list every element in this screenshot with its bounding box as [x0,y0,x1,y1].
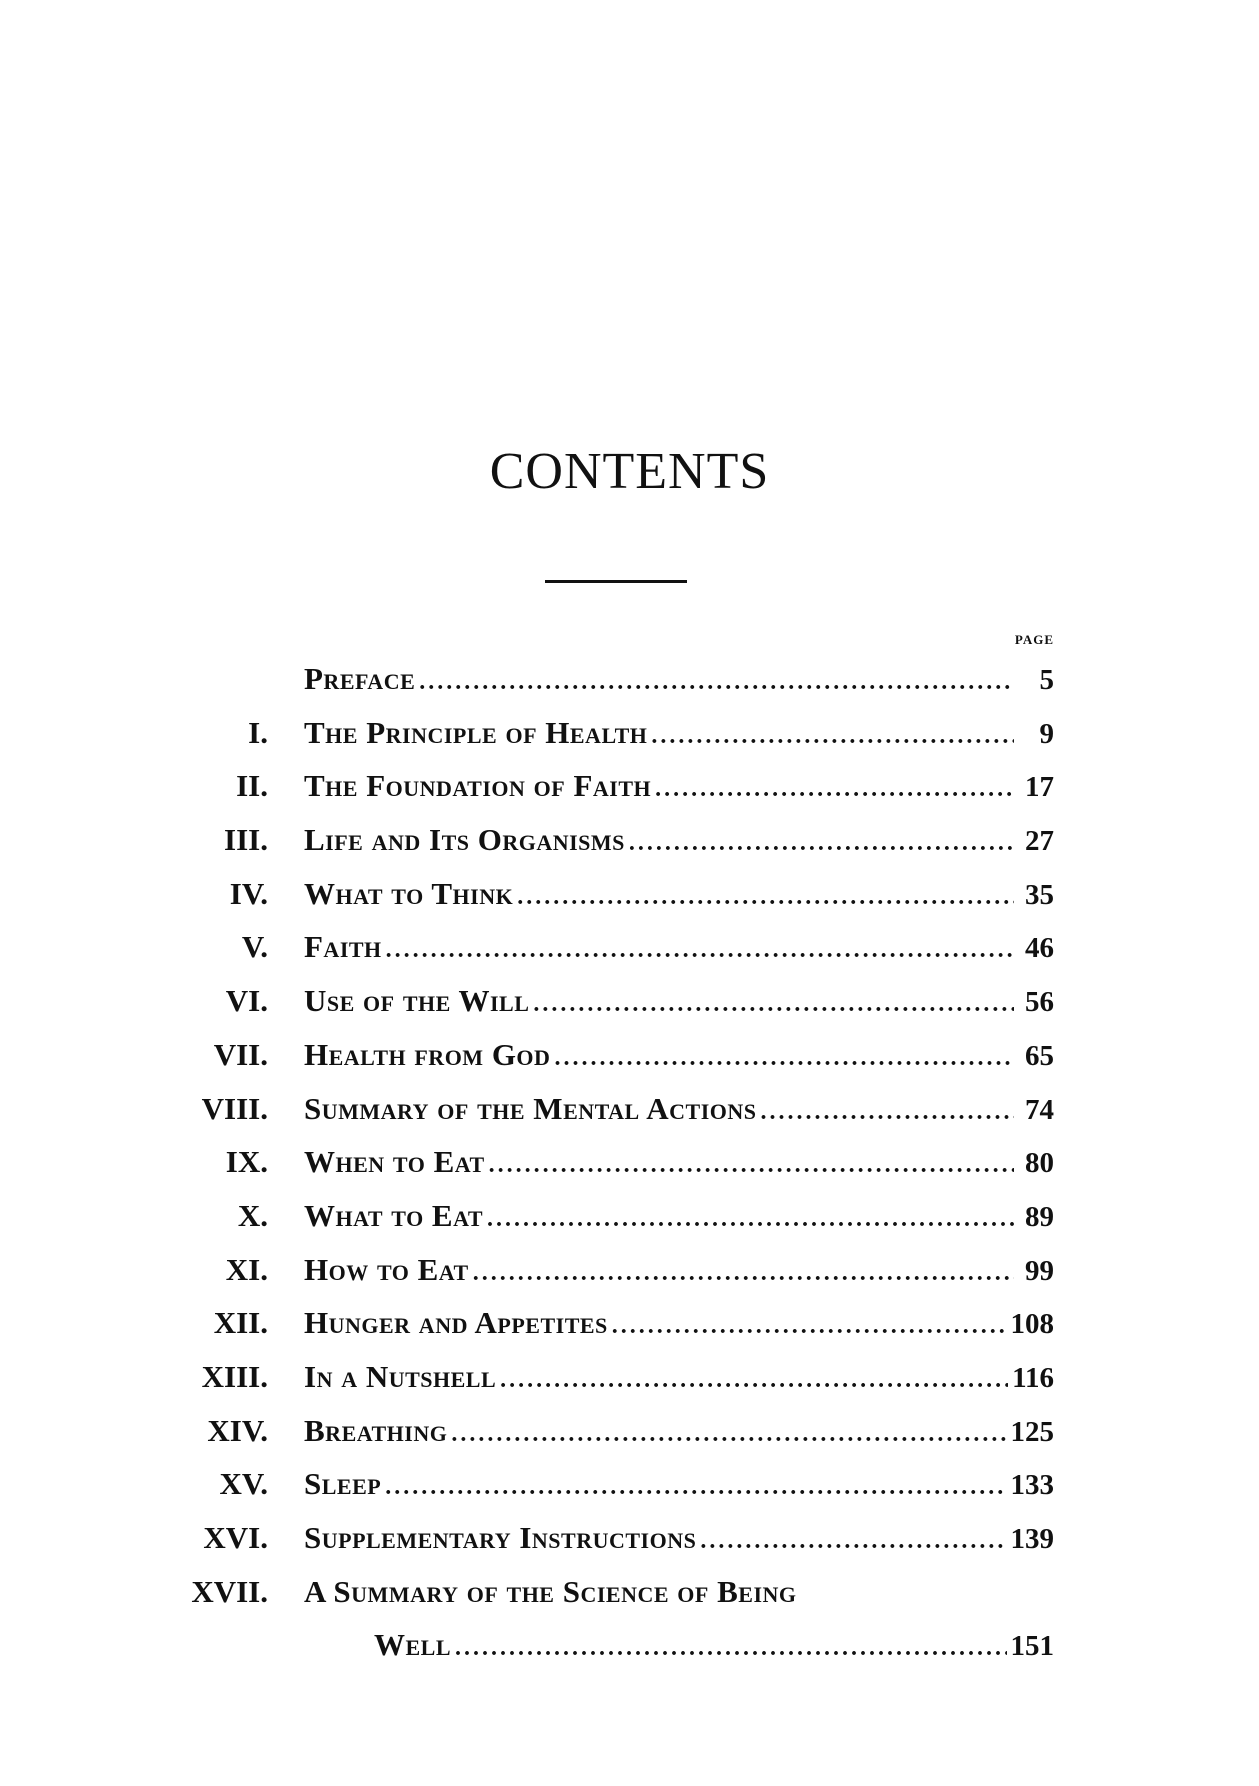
chapter-number: XIII. [201,1358,268,1394]
toc-entry-preface [170,652,1054,706]
dot-leader [419,656,1014,710]
toc-entry-chapter-11 [170,1243,1054,1297]
toc-entry-chapter-17 [170,1565,1054,1619]
dot-leader [500,1354,1008,1408]
toc-entry-chapter-13 [170,1350,1054,1404]
page-number: 116 [1012,1361,1054,1394]
chapter-title: Life and Its Organisms [304,822,625,858]
page-number: 17 [1025,771,1054,804]
chapter-title: The Principle of Health [304,714,648,750]
title-rule [545,580,687,583]
toc-entry-chapter-4 [170,867,1054,921]
chapter-title: Well [374,1627,452,1663]
dot-leader [651,710,1014,764]
dot-leader [386,924,1014,978]
chapter-number: XII. [213,1305,268,1341]
page-number: 125 [1010,1415,1054,1448]
page-number: 89 [1025,1200,1054,1233]
page-number: 9 [1039,717,1054,750]
chapter-title: Use of the Will [304,983,530,1019]
chapter-number: IX. [225,1144,268,1180]
dot-leader [612,1300,1007,1354]
page-number: 139 [1010,1523,1054,1555]
toc-entry-chapter-8 [170,1082,1054,1136]
chapter-title: Health from God [304,1036,551,1072]
chapter-title: What to Eat [304,1197,484,1233]
chapter-number: II. [236,768,268,804]
chapter-number: XIV. [207,1412,268,1448]
chapter-number: III. [224,822,268,858]
chapter-number: VI. [225,983,268,1019]
dot-leader [700,1515,1006,1569]
page-number: 133 [1010,1469,1054,1502]
chapter-number: V. [241,929,268,965]
chapter-number: XVI. [203,1520,268,1555]
chapter-title: Supplementary Instructions [304,1520,697,1555]
chapter-title: A Summary of the Science of Being [304,1573,797,1609]
chapter-title: Summary of the Mental Actions [304,1090,757,1126]
dot-leader [455,1622,1006,1676]
page-number: 151 [1010,1630,1054,1663]
page-number: 46 [1025,932,1054,965]
page-number: 56 [1025,986,1054,1019]
dot-leader [517,871,1014,925]
chapter-title: The Foundation of Faith [304,768,652,804]
chapter-title: Breathing [304,1412,448,1448]
chapter-number: VII. [213,1036,268,1072]
page-title: CONTENTS [489,443,770,500]
dot-leader [533,978,1014,1032]
toc-entry-chapter-6 [170,974,1054,1028]
page-number: 80 [1025,1147,1054,1180]
chapter-title: Faith [304,929,382,965]
page-number: 5 [1039,664,1054,696]
chapter-title: In a Nutshell [304,1358,497,1394]
toc-entry-chapter-3 [170,813,1054,867]
page-number: 65 [1025,1039,1054,1072]
dot-leader [385,1461,1006,1515]
dot-leader [655,763,1014,817]
chapter-title: Sleep [304,1466,382,1502]
chapter-number: VIII. [201,1090,268,1126]
toc-entry-chapter-9 [170,1135,1054,1189]
toc-entry-chapter-2 [170,759,1054,813]
chapter-title: Hunger and Appetites [304,1305,608,1341]
toc-entry-chapter-16 [170,1511,1054,1565]
dot-leader [451,1408,1006,1462]
toc-entry-chapter-15 [170,1457,1054,1511]
chapter-number: XI. [225,1251,268,1287]
dot-leader [489,1139,1014,1193]
toc-entry-chapter-5 [170,920,1054,974]
toc-entry-chapter-12 [170,1296,1054,1350]
chapter-number: IV. [229,875,268,911]
chapter-title: When to Eat [304,1144,485,1180]
toc-entry-chapter-1 [170,706,1054,760]
page-number: 35 [1025,878,1054,911]
chapter-number: I. [248,714,268,750]
dot-leader [473,1247,1014,1301]
page-number: 108 [1010,1308,1054,1341]
chapter-title: How to Eat [304,1251,469,1287]
toc-entry-chapter-17-continued [170,1618,1054,1672]
chapter-number: XVII. [191,1573,268,1609]
chapter-title: Preface [304,661,416,696]
dot-leader [629,817,1014,871]
toc-entry-chapter-14 [170,1404,1054,1458]
toc-entry-chapter-7 [170,1028,1054,1082]
page-number: 27 [1025,825,1054,858]
chapter-number: X. [237,1197,268,1233]
chapter-number: XV. [219,1466,268,1502]
table-of-contents [170,652,1054,1672]
dot-leader [761,1086,1014,1140]
dot-leader [554,1032,1014,1086]
toc-entry-chapter-10 [170,1189,1054,1243]
chapter-title: What to Think [304,875,514,911]
page-column-label: PAGE [1014,632,1054,647]
page-number: 99 [1025,1254,1054,1287]
dot-leader [487,1193,1014,1247]
page-number: 74 [1025,1093,1054,1126]
